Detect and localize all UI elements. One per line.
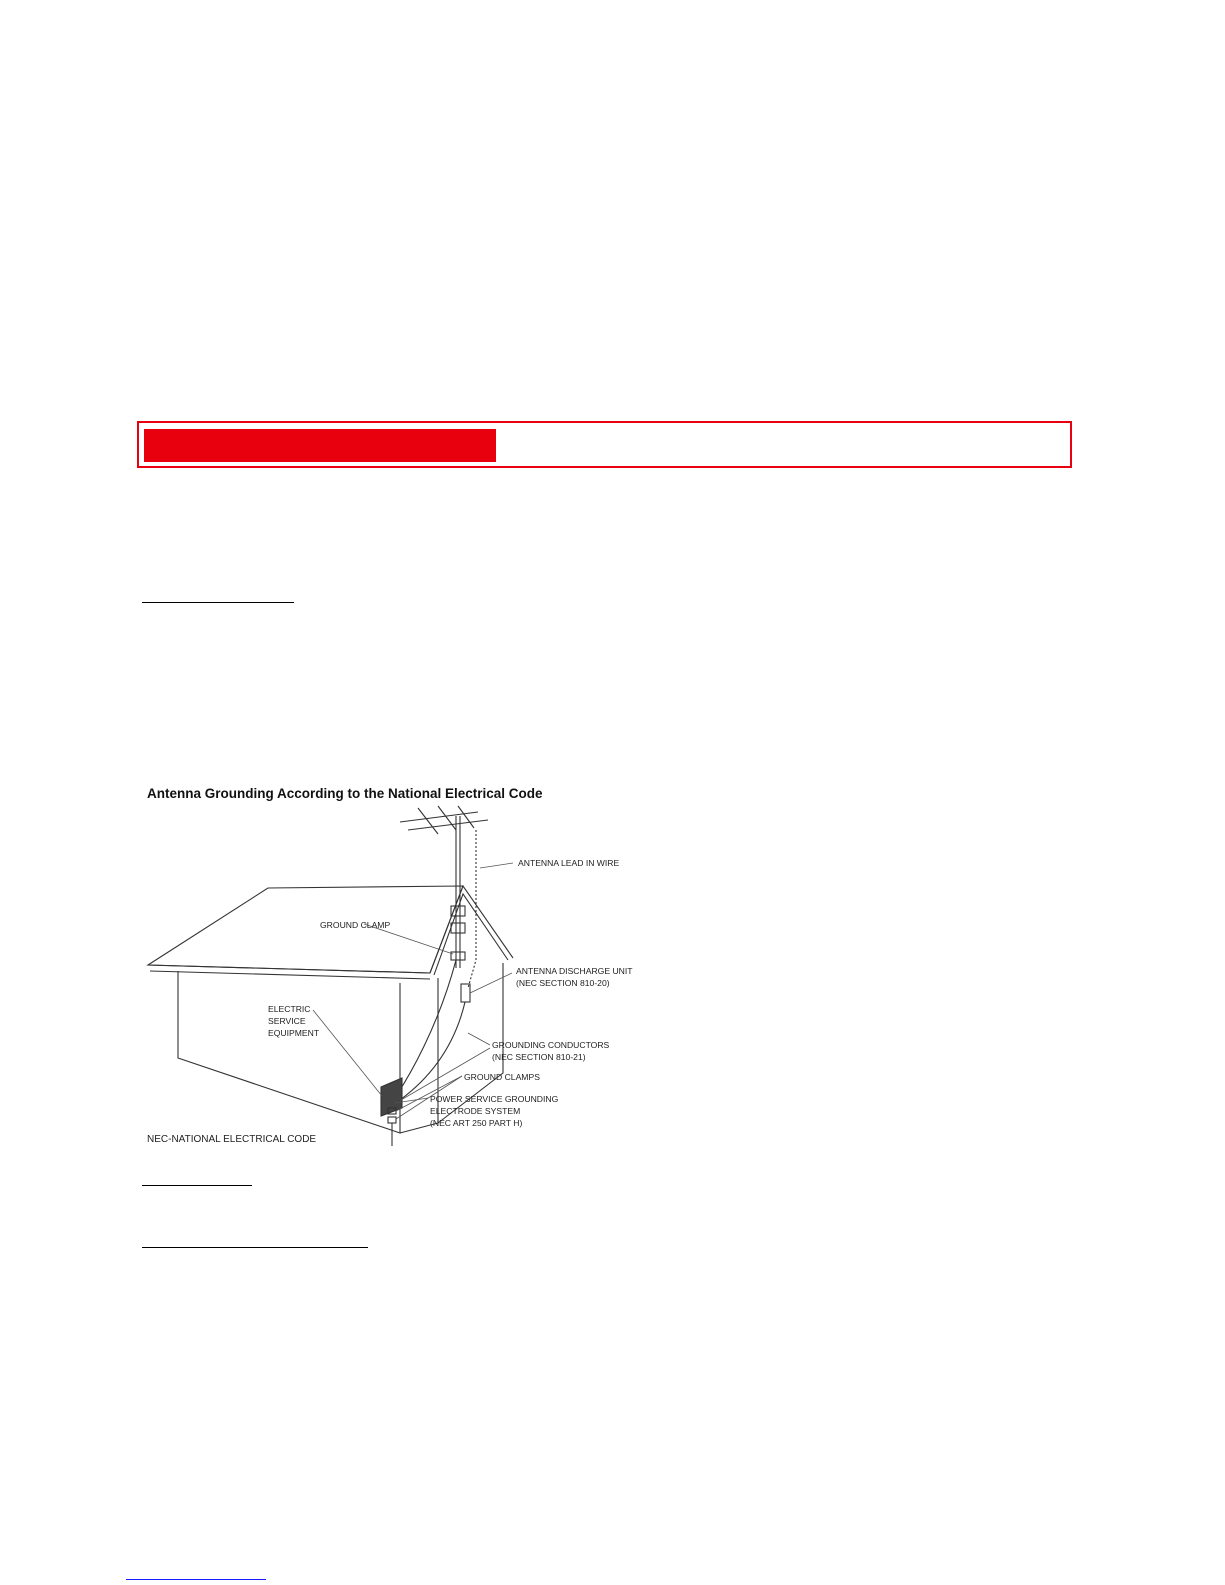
label-power-1: POWER SERVICE GROUNDING — [430, 1094, 559, 1104]
label-grounding-conductors: GROUNDING CONDUCTORS — [492, 1040, 610, 1050]
diagram-title: Antenna Grounding According to the National Electrical Code — [147, 786, 543, 801]
label-power-3: (NEC ART 250 PART H) — [430, 1118, 523, 1128]
label-discharge-unit: ANTENNA DISCHARGE UNIT — [516, 966, 633, 976]
antenna-grounding-diagram — [138, 778, 668, 1150]
heading-underline-1 — [142, 602, 294, 603]
label-ground-clamps: GROUND CLAMPS — [464, 1072, 540, 1082]
label-grounding-section: (NEC SECTION 810-21) — [492, 1052, 586, 1062]
label-electric-1: ELECTRIC — [268, 1004, 311, 1014]
label-electric-2: SERVICE — [268, 1016, 306, 1026]
label-antenna-lead: ANTENNA LEAD IN WIRE — [518, 858, 620, 868]
footer-link[interactable] — [126, 1579, 266, 1580]
section-banner-label-block — [144, 429, 496, 462]
section-banner — [137, 421, 1072, 468]
heading-underline-3 — [142, 1247, 368, 1248]
label-electric-3: EQUIPMENT — [268, 1028, 320, 1038]
heading-underline-2 — [142, 1185, 252, 1186]
label-discharge-section: (NEC SECTION 810-20) — [516, 978, 610, 988]
label-power-2: ELECTRODE SYSTEM — [430, 1106, 521, 1116]
label-nec: NEC-NATIONAL ELECTRICAL CODE — [147, 1134, 317, 1145]
label-ground-clamp: GROUND CLAMP — [320, 920, 391, 930]
